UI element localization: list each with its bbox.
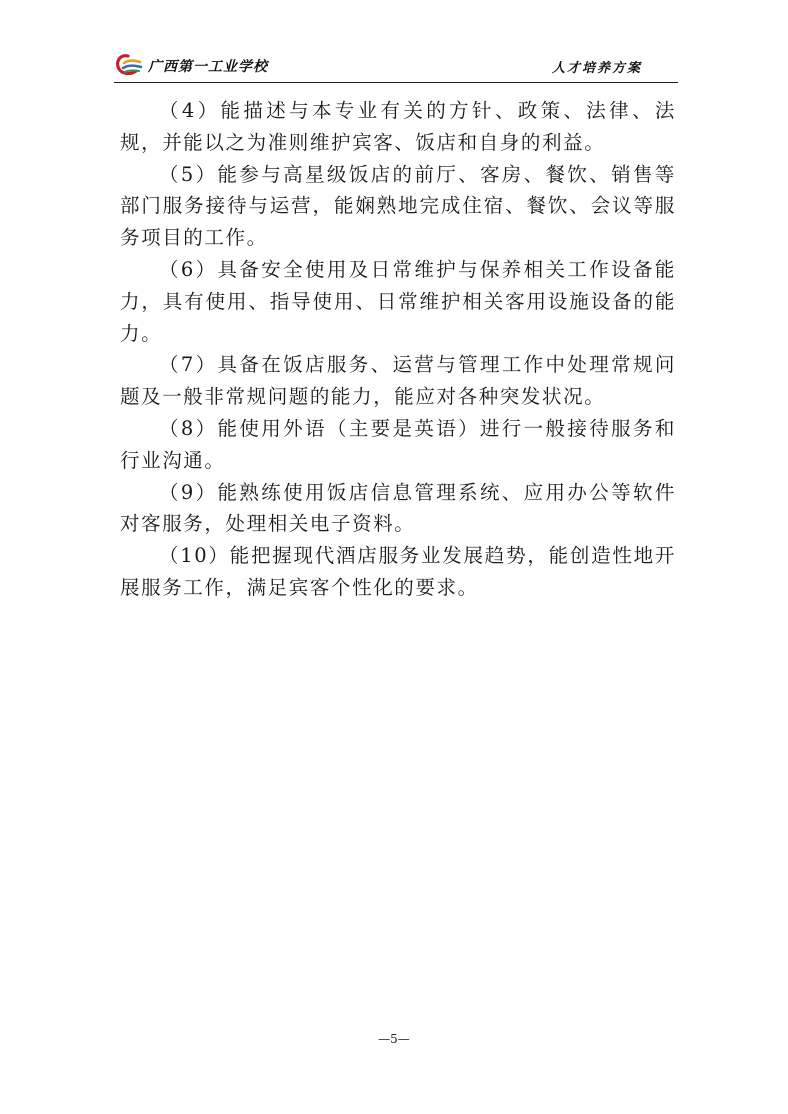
document-body [120,95,676,604]
paragraph-item-6: （6）具备安全使用及日常维护与保养相关工作设备能力，具有使用、指导使用、日常维护相关客用设施设备的能力。 [120,257,676,345]
paragraph-item-5: （5）能参与高星级饭店的前厅、客房、餐饮、销售等部门服务接待与运营，能娴熟地完成住宿、餐饮、会议等服务项目的工作。 [120,162,676,250]
page-header [114,50,678,80]
page-number: —5— [378,1032,410,1046]
paragraph-item-4: （4）能描述与本专业有关的方针、政策、法律、法规，并能以之为准则维护宾客、饭店和自身的利益。 [120,99,676,154]
school-logo-icon [114,52,144,78]
header-divider [114,82,678,83]
paragraph-item-7: （7）具备在饭店服务、运营与管理工作中处理常规问题及一般非常规问题的能力，能应对各种突发状况。 [120,353,676,409]
school-name: 广西第一工业学校 [148,59,268,75]
paragraph-item-8: （8）能使用外语（主要是英语）进行一般接待服务和行业沟通。 [120,416,676,472]
paragraph-item-9: （9）能熟练使用饭店信息管理系统、应用办公等软件对客服务，处理相关电子资料。 [120,480,676,536]
document-title: 人才培养方案 [551,61,642,76]
paragraph-item-10: （10）能把握现代酒店服务业发展趋势，能创造性地开展服务工作，满足宾客个性化的要求。 [120,544,676,599]
